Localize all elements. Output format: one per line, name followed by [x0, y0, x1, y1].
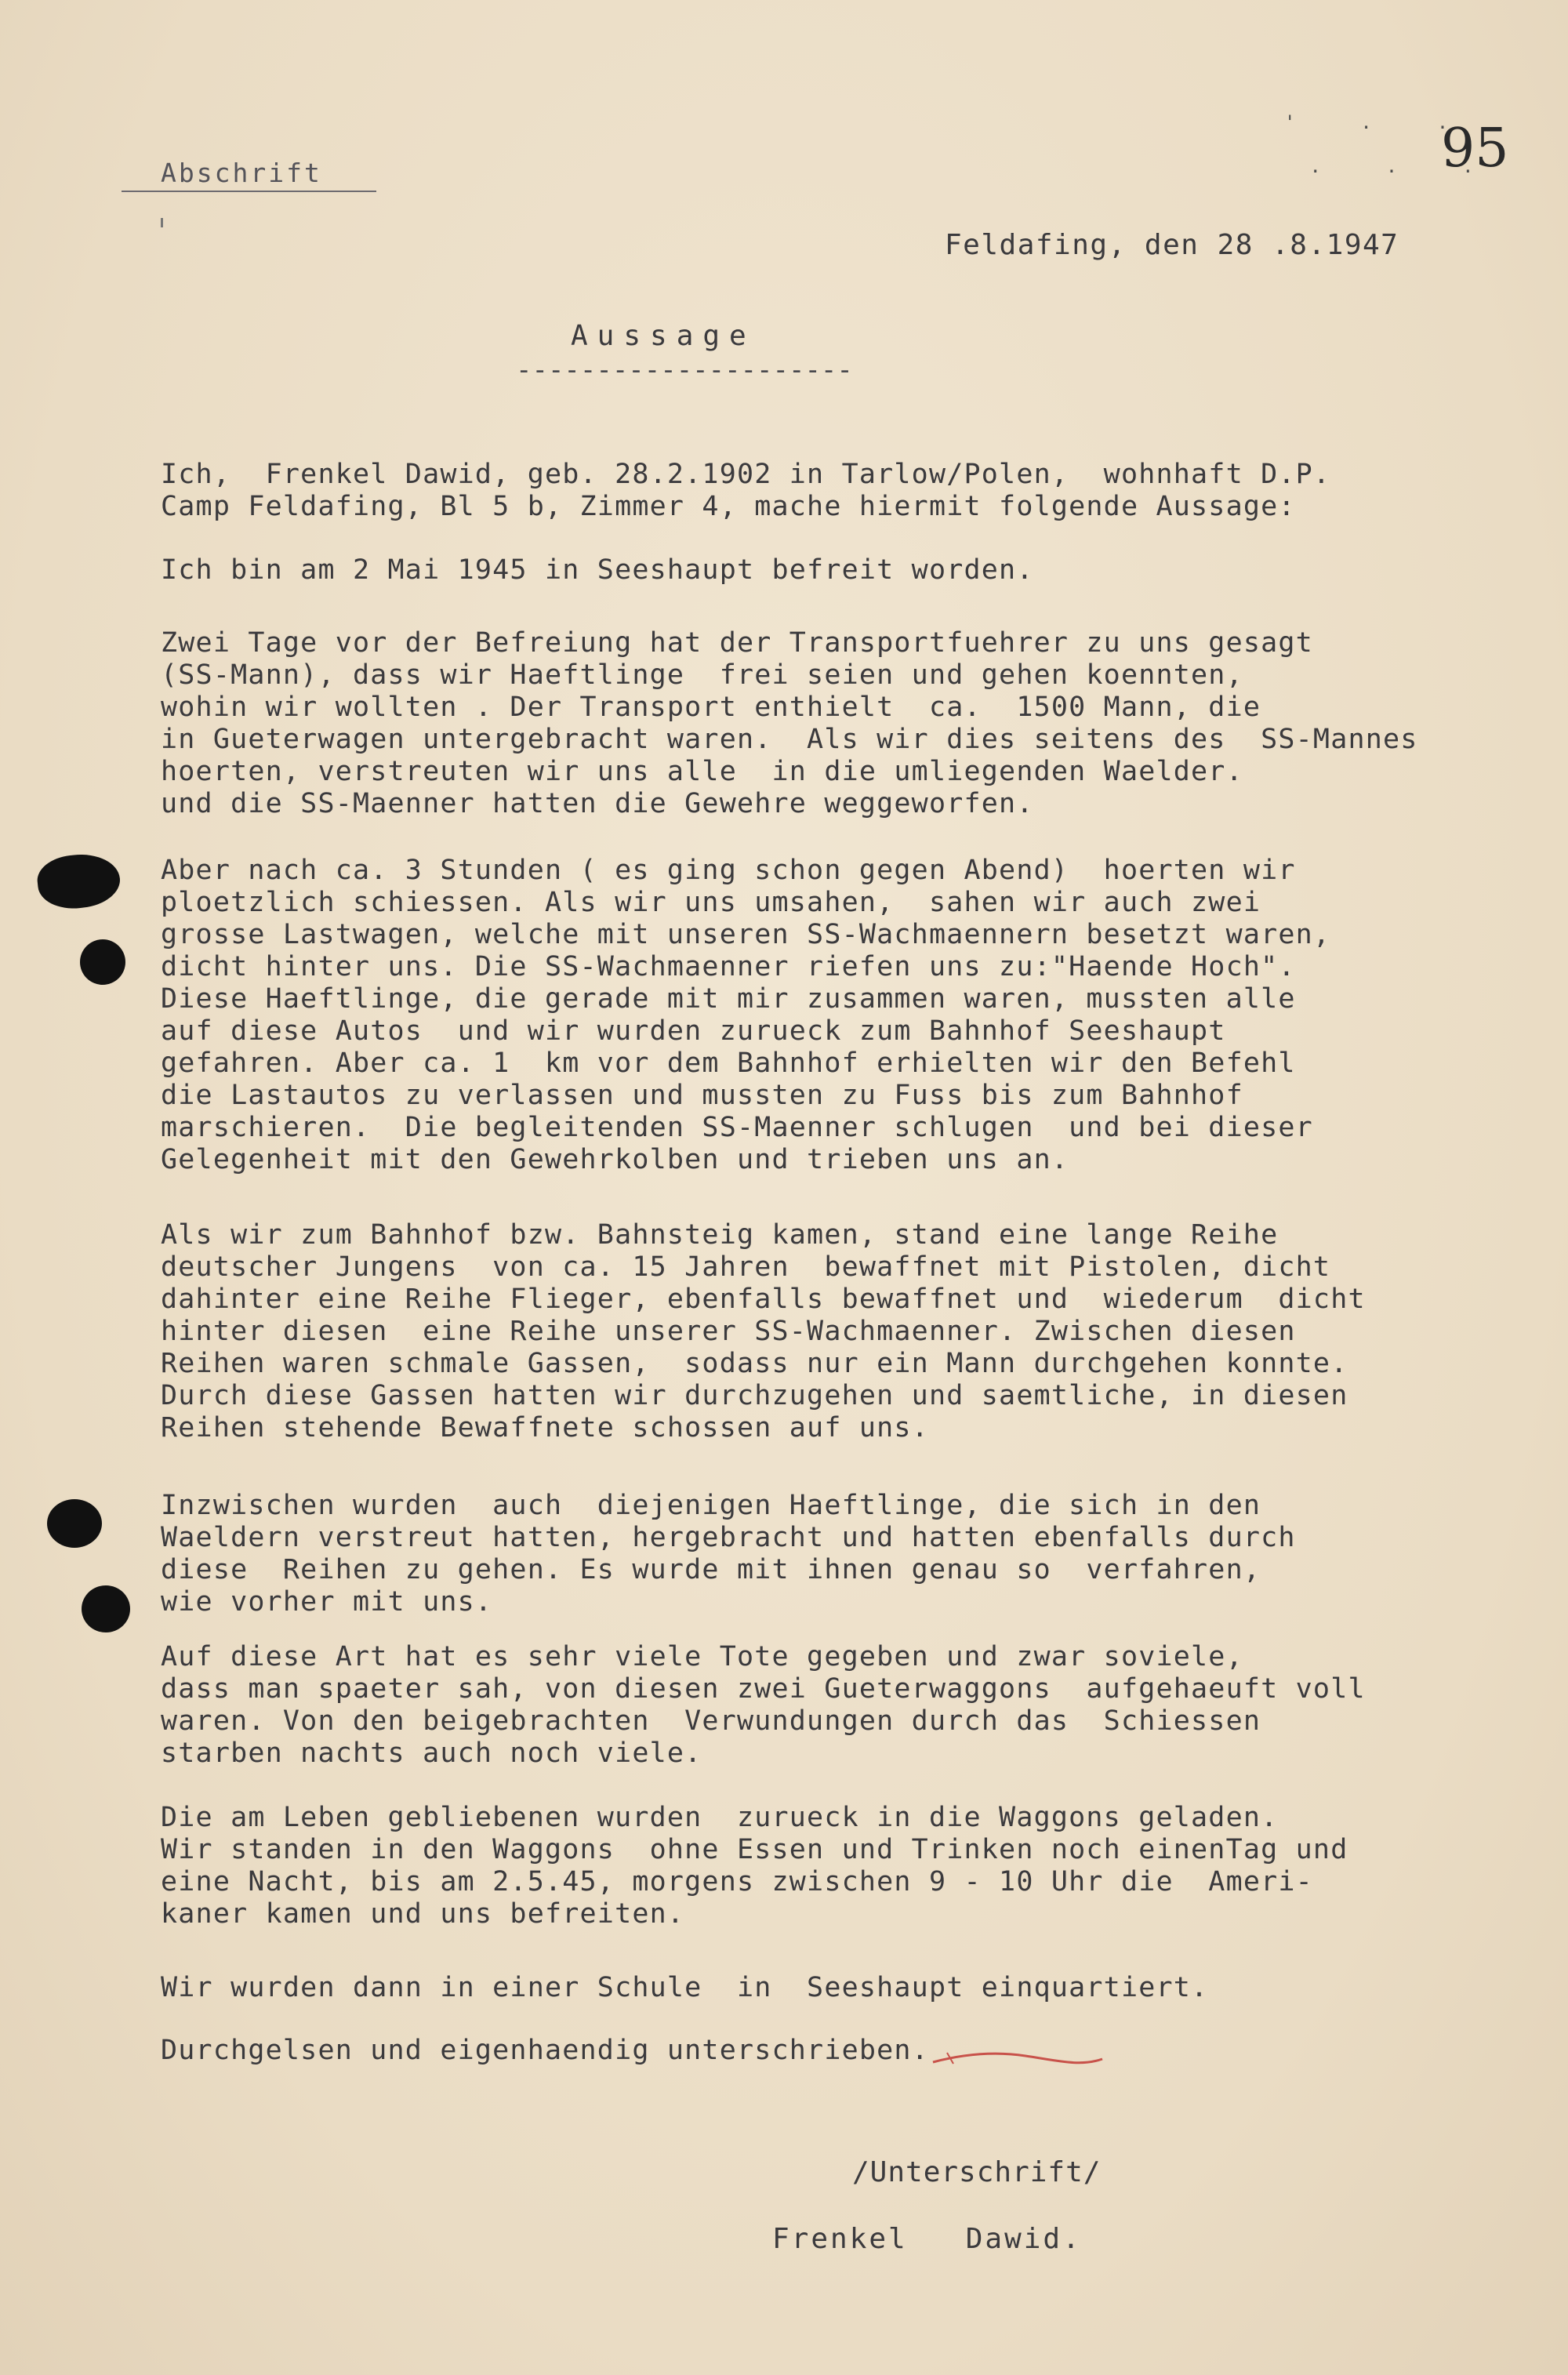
text-line: kaner kamen und uns befreiten. [161, 1898, 685, 1930]
text-line: Wir standen in den Waggons ohne Essen und Trinken noch einenTag und [161, 1834, 1348, 1865]
text-line: hoerten, verstreuten wir uns alle in die umliegenden Waelder. [161, 756, 1243, 787]
text-line: gefahren. Aber ca. 1 km vor dem Bahnhof erhielten wir den Befehl [161, 1048, 1296, 1079]
punch-hole [47, 1499, 102, 1548]
paragraph-closing [161, 2035, 1556, 2067]
text-line: Reihen waren schmale Gassen, sodass nur ein Mann durchgehen konnte. [161, 1348, 1348, 1379]
text-line: marschieren. Die begleitenden SS-Maenner schlugen und bei dieser [161, 1112, 1313, 1143]
signature-label: /Unterschrift/ [852, 2156, 1102, 2188]
text-line: Als wir zum Bahnhof bzw. Bahnsteig kamen, stand eine lange Reihe [161, 1219, 1279, 1251]
text-line: Ich, Frenkel Dawid, geb. 28.2.1902 in Tarlow/Polen, wohnhaft D.P. [161, 459, 1331, 490]
punch-hole [82, 1585, 130, 1632]
text-line: Camp Feldafing, Bl 5 b, Zimmer 4, mache hiermit folgende Aussage: [161, 491, 1296, 522]
text-line: die Lastautos zu verlassen und mussten zu Fuss bis zum Bahnhof [161, 1080, 1243, 1111]
margin-mark [161, 218, 163, 227]
signature-name: Frenkel Dawid. [772, 2223, 1082, 2255]
paragraph-shooting [161, 855, 1556, 1176]
text-line: eine Nacht, bis am 2.5.45, morgens zwischen 9 - 10 Uhr die Ameri- [161, 1866, 1313, 1897]
paragraph-forest [161, 1490, 1556, 1618]
text-line: dicht hinter uns. Die SS-Wachmaenner riefen uns zu:"Haende Hoch". [161, 951, 1296, 982]
text-line: und die SS-Maenner hatten die Gewehre weggeworfen. [161, 788, 1034, 819]
text-line: waren. Von den beigebrachten Verwundungen durch das Schiessen [161, 1705, 1261, 1737]
text-line: (SS-Mann), dass wir Haeftlinge frei seien und gehen koennten, [161, 659, 1243, 691]
document-title: Aussage [571, 320, 756, 352]
text-line: Durch diese Gassen hatten wir durchzugehen und saemtliche, in diesen [161, 1380, 1348, 1411]
paragraph-school [161, 1972, 1556, 2004]
text-line: Wir wurden dann in einer Schule in Seeshaupt einquartiert. [161, 1972, 1209, 2003]
text-line: Waeldern verstreut hatten, hergebracht und hatten ebenfalls durch [161, 1522, 1296, 1553]
text-line: Auf diese Art hat es sehr viele Tote gegeben und zwar soviele, [161, 1641, 1243, 1672]
paragraph-station [161, 1219, 1556, 1444]
paragraph-survivors [161, 1802, 1556, 1930]
text-line: deutscher Jungens von ca. 15 Jahren bewaffnet mit Pistolen, dicht [161, 1251, 1331, 1283]
copy-label-underline [122, 191, 376, 192]
text-line: ploetzlich schiessen. Als wir uns umsahen, sahen wir auch zwei [161, 887, 1261, 918]
copy-label: Abschrift [161, 158, 322, 188]
text-line: hinter diesen eine Reihe unserer SS-Wachmaenner. Zwischen diesen [161, 1316, 1296, 1347]
title-underline: --------------------- [516, 354, 853, 386]
text-line: auf diese Autos und wir wurden zurueck zum Bahnhof Seeshaupt [161, 1015, 1226, 1047]
text-line: dahinter eine Reihe Flieger, ebenfalls bewaffnet und wiederum dicht [161, 1284, 1366, 1315]
text-line: Aber nach ca. 3 Stunden ( es ging schon gegen Abend) hoerten wir [161, 855, 1296, 886]
text-line: Diese Haeftlinge, die gerade mit mir zusammen waren, mussten alle [161, 983, 1296, 1015]
text-line: diese Reihen zu gehen. Es wurde mit ihnen genau so verfahren, [161, 1554, 1261, 1585]
text-line: Ich bin am 2 Mai 1945 in Seeshaupt befreit worden. [161, 554, 1034, 586]
paragraph-dead [161, 1641, 1556, 1770]
punch-hole [35, 851, 123, 913]
text-line: in Gueterwagen untergebracht waren. Als wir dies seitens des SS-Mannes [161, 724, 1418, 755]
text-line: Reihen stehende Bewaffnete schossen auf uns. [161, 1412, 929, 1444]
text-line: Inzwischen wurden auch diejenigen Haeftlinge, die sich in den [161, 1490, 1261, 1521]
page-number: 95 [1441, 118, 1509, 180]
text-line: Durchgelsen und eigenhaendig unterschrieben. [161, 2035, 929, 2066]
text-line: Die am Leben gebliebenen wurden zurueck in die Waggons geladen. [161, 1802, 1279, 1833]
text-line: wohin wir wollten . Der Transport enthielt ca. 1500 Mann, die [161, 692, 1261, 723]
text-line: grosse Lastwagen, welche mit unseren SS-Wachmaennern besetzt waren, [161, 919, 1331, 950]
text-line: dass man spaeter sah, von diesen zwei Gueterwaggons aufgehaeuft voll [161, 1673, 1366, 1705]
paragraph-liberation [161, 554, 1556, 586]
red-pencil-underline [931, 2048, 1104, 2072]
paragraph-identity [161, 459, 1556, 523]
corner-stamp-dots: ' . . . . . [1284, 111, 1488, 177]
text-line: wie vorher mit uns. [161, 1586, 493, 1618]
text-line: Zwei Tage vor der Befreiung hat der Transportfuehrer zu uns gesagt [161, 627, 1313, 659]
text-line: Gelegenheit mit den Gewehrkolben und trieben uns an. [161, 1144, 1069, 1175]
text-line: starben nachts auch noch viele. [161, 1738, 702, 1769]
punch-hole [80, 939, 125, 985]
date-line: Feldafing, den 28 .8.1947 [945, 229, 1399, 261]
paragraph-transport [161, 627, 1556, 820]
